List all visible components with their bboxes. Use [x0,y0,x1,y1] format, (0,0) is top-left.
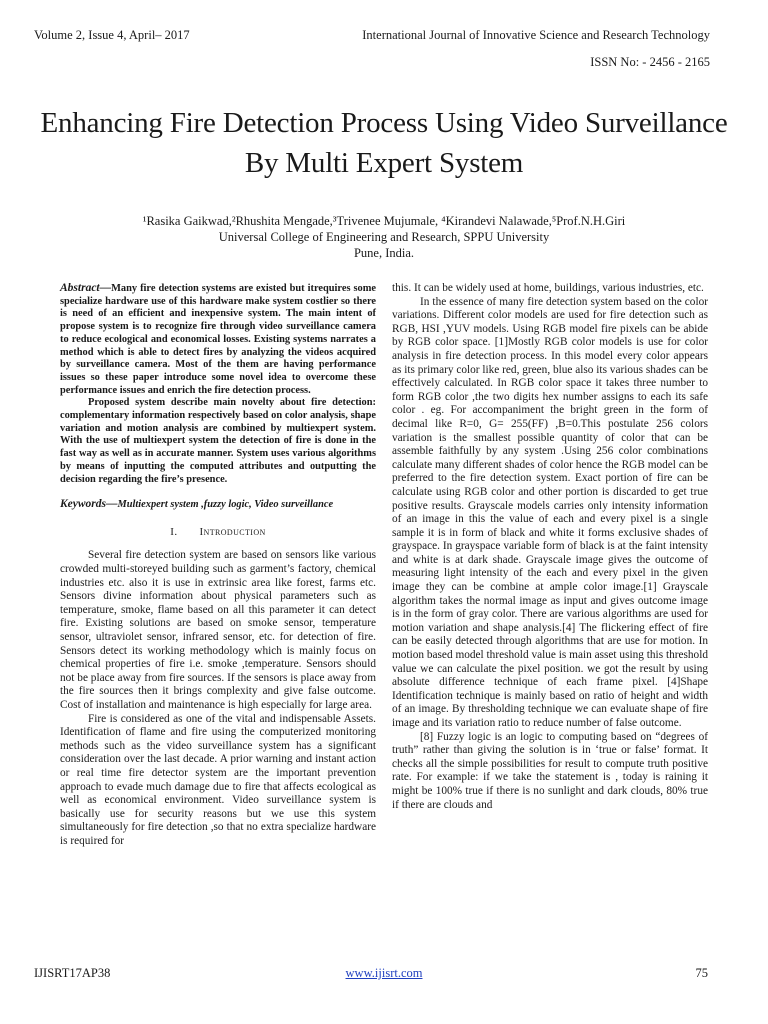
keywords-label: Keywords— [60,498,118,511]
footer-paper-id: IJISRT17AP38 [34,966,111,980]
volume-issue-header: Volume 2, Issue 4, April– 2017 [34,28,190,42]
section-heading-introduction [60,526,376,540]
body-paragraph-color-models: In the essence of many fire detection system based on the color variations. Different color models are used for fire detection such as RGB, HSI ,YUV models. Using RGB model fire pixels can be abide by RGB color space. [1]Mostly RGB color models is use for color analysis in fire detection process. In this model every color appears as its primary color like red, green, blue also its various shades can be effectively calculated. In RGB color space it takes three number to form RGB color ,the two digits hex number assigns to each its safe color . eg. For accompaniment the bright green in the form of decimal like R=0, G= 255(FF) ,B=0.This postulate 256 colors variation is the smallest possible quantity of color that can be assemble faithfully by any system .Using 256 color combinations calculate many different shades of color hence the RGB model can be preferred to the fire detection system. Exact portion of fire can be calculate using RGB color and other portion is discarded to get true positive results. Grayscale models carries only intensity information of an image in this the value of each and every pixel is a single sample it is in form of black and white it forms exclusive shades of grayspace. In grayspace variable form of black is at the faint intensity and white is at dark shade. Grayscale image gives the outcome of measuring light intensity of the each and every pixel in the given image they can be combine at ample color image.[1] Grayscale algorithm takes the normal image as input and gives outcome image is in the form of gray color. There are various algorithms are used for motion variation and shape analysis.[4] The flickering effect of fire can be easily detected through algorithms that are use for motion. In motion based model threshold value is main asset using this threshold value we can calculate the pixel position. we got the result by using absolute difference technique of each frame pixel. [4]Shape Identification technique is mainly based on ratio of height and width of an image. By thresholding technique we can evaluate shape of fire image and its variation ratio to reduce number of false outcome. [392,295,708,729]
footer-page-number: 75 [695,966,708,980]
body-paragraph-continued: this. It can be widely used at home, buildings, various industries, etc. [392,282,704,294]
body-paragraph-fuzzy-logic: [8] Fuzzy logic is an logic to computing based on “degrees of truth” rather than giving the solution is in ‘true or false’ format. It checks all the simple possibilities for result to compute truth positive rate. For example: if we take the statement is , today is raining it might be 100% true if there is no sunlight and dark clouds, 80% true if there are clouds and [392,730,708,811]
abstract-text: Many fire detection systems are existed but itrequires some specialize hardware use of this hardware make system costlier so there is need of an efficient and inexpensive system. The main intent of propose system is to recognize fire through video surveillance camera to reduce ecological and economical losses. Existing systems narrates a method which is able to detect fires by analyzing the videos acquired by surveillance camera. Most of the them are having performance issues so these paper introduce some novel idea to overcome these performance issues and enrich the fire detection process. [60,283,376,396]
keywords-text: Multiexpert system ,fuzzy logic, Video surveillance [117,499,334,511]
section-title: Introduction [199,525,266,538]
journal-name-header: International Journal of Innovative Science and Research Technology [362,28,710,42]
intro-paragraph-1: Several fire detection system are based on sensors like various crowded multi-storeyed building such as garment’s factory, chemical industries etc. also it is use in extrinsic area like forest, farms etc. Sensors divine information about physical parameters such as temperature, smoke, flame based on all this parameter it can detect fire. Existing solutions are based on smoke sensor, temperature sensor, ultraviolet sensor, infrared sensor, etc. for detection of fire. Sensors detect its working methodology which is mainly focus on chemical properties of fire i.e. smoke ,temperature. Sensors should not be place away from fire sources. If the sensors is place away from the fire sources then it brings complexity and give false outcome. Cost of installation and maintenance is high especially for large area. [60,549,376,711]
section-number: I. [170,525,178,538]
abstract-label: Abstract— [60,282,112,294]
intro-paragraph-2: Fire is considered as one of the vital and indispensable Assets. Identification of flame and fire using the computerized monitoring methods such as the video surveillance system has a significant consideration over the last decade. A prior warning and instant action or real time fire detector system are the important prevention approach to evade much damage due to fire that affects ecological as well as economical environment. Video surveillance system is basically use for security reasons but we use this system simultaneously for fire detection ,so that no extra specialize hardware is required for [60,712,376,847]
issn-number: ISSN No: - 2456 - 2165 [590,55,710,69]
keywords-line [60,498,376,512]
paper-title: Enhancing Fire Detection Process Using Video Surveillance By Multi Expert System [40,107,728,179]
author-names: ¹Rasika Gaikwad,²Rhushita Mengade,³Trivenee Mujumale, ⁴Kirandevi Nalawade,⁵Prof.N.H.Giri [142,214,626,228]
author-location: Pune, India. [353,246,415,260]
author-block [40,213,728,261]
abstract-paragraph-2: Proposed system describe main novelty about fire detection: complementary information respectively based on color analysis, shape variation and motion analysis are combined by multiexpert system. With the use of multiexpert system the detection of fire is done in the fast way as well as in accurate manner. System uses various algorithms by means of inputting the computed attributes and outputting the decision regarding the fire’s presence. [60,397,376,485]
left-column [60,282,376,849]
right-column [392,282,708,812]
footer-website-link[interactable]: www.ijisrt.com [345,966,423,980]
abstract-paragraph [60,282,376,397]
author-affiliation: Universal College of Engineering and Research, SPPU University [218,230,550,244]
